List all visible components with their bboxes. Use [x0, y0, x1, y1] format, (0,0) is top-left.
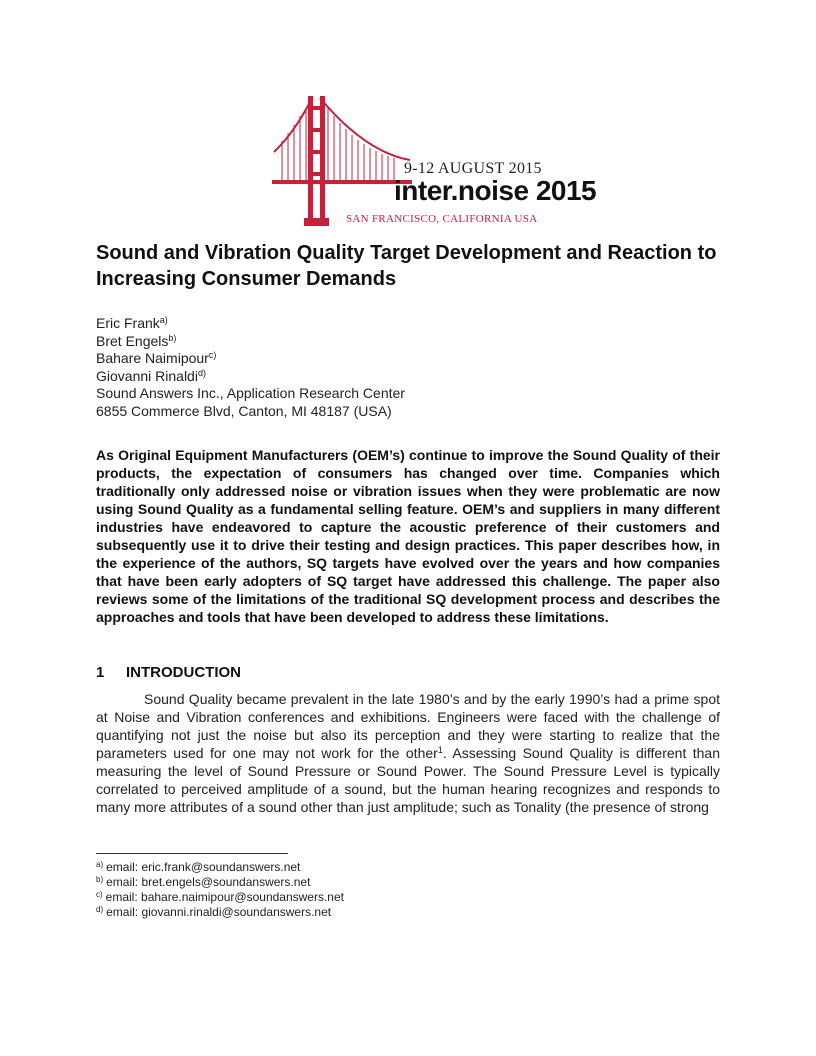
footnote-mark: c): [96, 890, 103, 899]
footnote-email[interactable]: email: bret.engels@soundanswers.net: [106, 875, 311, 889]
intro-paragraph: [96, 690, 720, 816]
author-line: [96, 368, 405, 386]
footnote: [96, 890, 344, 905]
author-mark: c): [208, 350, 217, 360]
conference-name: inter.noise 2015: [394, 175, 597, 206]
author-line: [96, 315, 405, 333]
author-mark: b): [168, 332, 177, 343]
intro-text-end: . Assessing Sound Quality is different than measuring the level of Sound Pressure or Sound Power. The Sound Pressure Level is typically correlated to perceived amplitude of a sound, but the human hearing recognizes and responds to many more attributes of a sound other than just amplitude; such as Tonality (the presence of strong: [96, 745, 721, 815]
section-title: INTRODUCTION: [126, 664, 241, 681]
footnote-divider: [96, 853, 288, 854]
affiliation: Sound Answers Inc., Application Research Center: [96, 385, 405, 401]
author-name: Eric Frank: [96, 315, 160, 331]
author-line: [96, 333, 405, 351]
footnote-email[interactable]: email: eric.frank@soundanswers.net: [106, 860, 301, 874]
paper-title: Sound and Vibration Quality Target Development and Reaction to Increasing Consumer Demands: [96, 242, 717, 290]
footnote-email[interactable]: email: bahare.naimipour@soundanswers.net: [105, 890, 344, 904]
conference-logo: [270, 92, 597, 232]
reference-mark: 1: [437, 745, 443, 755]
abstract: As Original Equipment Manufacturers (OEM’s) continue to improve the Sound Quality of their products, the expectation of consumers has changed over time. Companies which traditionally only addressed noise or vibration issues when they were problematic are now using Sound Quality as a fundamental selling feature. OEM’s and suppliers in many different industries have endeavored to capture the acoustic preference of their customers and subsequently use it to drive their testing and design practices. This paper describes how, in the experience of the authors, SQ targets have evolved over the years and how companies that have been early adopters of SQ target have addressed this challenge. The paper also reviews some of the limitations of the traditional SQ development process and describes the approaches and tools that have been developed to address these limitations.: [96, 447, 720, 625]
author-name: Bret Engels: [96, 332, 169, 349]
footnote-email[interactable]: email: giovanni.rinaldi@soundanswers.net: [106, 905, 332, 919]
author-name: Bahare Naimipour: [96, 350, 209, 366]
footnote: [96, 875, 344, 890]
conference-dates: 9-12 AUGUST 2015: [404, 160, 542, 177]
intro-text-start: Sound Quality became prevalent in the late 1980’s and by the early 1990’s had a prime spot at Noise and Vibration conferences and exhibitions. Engineers were faced with the challenge of quantifying not just the noise but also its perception and they were starting to realize that the parameters used for one may not work for the other: [96, 691, 720, 761]
section-number: 1: [96, 664, 105, 681]
footnote-mark: a): [96, 860, 104, 869]
footnotes: [96, 860, 344, 920]
footnote: [96, 905, 344, 920]
footnote: [96, 860, 344, 875]
author-mark: a): [159, 315, 168, 325]
footnote-mark: b): [96, 875, 104, 884]
author-block: [96, 315, 405, 420]
footnote-mark: d): [96, 905, 104, 914]
author-name: Giovanni Rinaldi: [96, 367, 198, 384]
author-mark: d): [197, 367, 206, 378]
conference-location: SAN FRANCISCO, CALIFORNIA USA: [346, 213, 538, 225]
section-heading: [96, 664, 241, 681]
address: 6855 Commerce Blvd, Canton, MI 48187 (USA): [96, 402, 392, 419]
author-line: [96, 350, 405, 368]
